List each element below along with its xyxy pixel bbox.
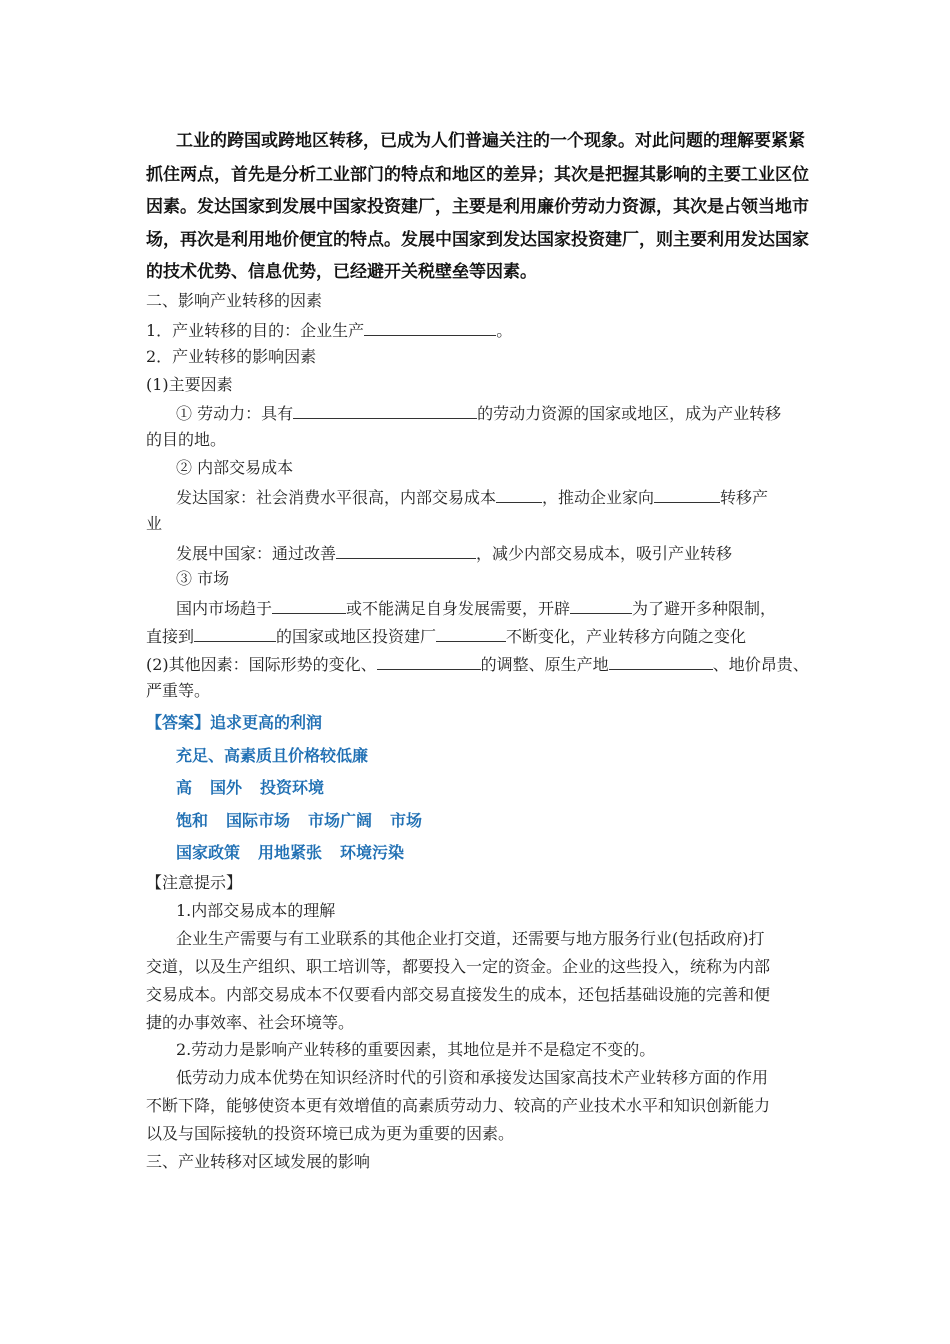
answer-item: 高	[176, 778, 193, 797]
labor-line-cont: 的目的地。	[146, 430, 227, 449]
tip2-heading: 2.劳动力是影响产业转移的重要因素，其地位是并不是稳定不变的。	[176, 1040, 656, 1059]
answer-row-2	[176, 778, 342, 798]
answer-item: 市场	[390, 811, 423, 830]
answer-blank	[377, 653, 481, 670]
market-heading: ③ 市场	[176, 569, 230, 588]
tip1-line-2: 交道，以及生产组织、职工培训等，都要投入一定的资金。企业的这些投入，统称为内部	[146, 957, 771, 976]
tip1-line-1: 企业生产需要与有工业联系的其他企业打交道，还需要与地方服务行业(包括政府)打	[176, 929, 765, 948]
developed-line-cont: 业	[146, 514, 163, 533]
intro-line-5: 的技术优势、信息优势，已经避开关税壁垒等因素。	[146, 262, 537, 282]
answer-item: 用地紧张	[258, 843, 323, 862]
tip1-line-3: 交易成本。内部交易成本不仅要看内部交易直接发生的成本，还包括基础设施的完善和便	[146, 985, 771, 1004]
main-factors-heading: (1)主要因素	[146, 375, 233, 394]
q1-end: 。	[496, 321, 513, 340]
market-line-1	[176, 597, 776, 619]
answer-item: 国家政策	[176, 843, 241, 862]
answer-blank	[194, 625, 276, 642]
market2-text-3: 不断变化，产业转移方向随之变化	[506, 627, 747, 646]
answer-row-1	[176, 746, 386, 766]
developing-line	[176, 542, 732, 564]
cost-heading: ② 内部交易成本	[176, 458, 294, 477]
answer-item: 国际市场	[226, 811, 291, 830]
answer-blank	[272, 597, 346, 614]
other-text: (2)其他因素：国际形势的变化、	[146, 655, 377, 674]
answer-item: 环境污染	[340, 843, 405, 862]
answer-item: 国外	[210, 778, 243, 797]
answer-label: 【答案】追求更高的利润	[146, 713, 323, 732]
developing-text: 发展中国家：通过改善	[176, 544, 337, 563]
section-heading-2: 二、影响产业转移的因素	[146, 291, 323, 310]
developing-text-2: ，减少内部交易成本，吸引产业转移	[476, 544, 733, 563]
answer-blank	[293, 402, 477, 419]
labor-text-2: 的劳动力资源的国家或地区，成为产业转移	[477, 404, 782, 423]
developed-text-3: 转移产	[720, 488, 769, 507]
answer-blank	[364, 319, 496, 336]
tip1-line-4: 捷的办事效率、社会环境等。	[146, 1013, 355, 1032]
developed-line	[176, 486, 768, 508]
section-heading-3: 三、产业转移对区域发展的影响	[146, 1152, 371, 1171]
intro-line-1: 工业的跨国或跨地区转移，已成为人们普遍关注的一个现象。对此问题的理解要紧紧	[176, 131, 805, 151]
market-line-2	[146, 625, 746, 647]
answer-item: 饱和	[176, 811, 209, 830]
developed-text-2: ，推动企业家向	[542, 488, 655, 507]
market-text-2: 或不能满足自身发展需要，开辟	[346, 599, 571, 618]
intro-line-3: 因素。发达国家到发展中国家投资建厂，主要是利用廉价劳动力资源，其次是占领当地市	[146, 197, 809, 217]
answer-item: 市场广阔	[308, 811, 373, 830]
answer-item: 投资环境	[260, 778, 325, 797]
market2-text-2: 的国家或地区投资建厂	[276, 627, 437, 646]
answer-item: 充足、高素质且价格较低廉	[176, 746, 369, 765]
labor-line	[176, 402, 781, 424]
answer-row-3	[176, 811, 440, 831]
developed-text: 发达国家：社会消费水平很高，内部交易成本	[176, 488, 497, 507]
answer-blank	[436, 625, 506, 642]
question-1	[146, 319, 512, 341]
labor-text: ① 劳动力：具有	[176, 404, 294, 423]
answer-blank	[570, 597, 632, 614]
market2-text: 直接到	[146, 627, 195, 646]
market-text: 国内市场趋于	[176, 599, 273, 618]
answer-row-4	[176, 843, 422, 863]
other-factors-line	[146, 653, 809, 675]
tip2-line-2: 不断下降，能够使资本更有效增值的高素质劳动力、较高的产业技术水平和知识创新能力	[146, 1096, 771, 1115]
answer-blank	[336, 542, 476, 559]
other-text-2: 的调整、原生产地	[480, 655, 609, 674]
market-text-3: 为了避开多种限制，	[632, 599, 777, 618]
other-factors-cont: 严重等。	[146, 681, 211, 700]
q1-text: 1．产业转移的目的：企业生产	[146, 321, 365, 340]
question-2: 2．产业转移的影响因素	[146, 347, 317, 366]
answer-blank	[609, 653, 713, 670]
intro-line-4: 场，再次是利用地价便宜的特点。发展中国家到发达国家投资建厂，则主要利用发达国家	[146, 230, 809, 250]
tip2-line-1: 低劳动力成本优势在知识经济时代的引资和承接发达国家高技术产业转移方面的作用	[176, 1068, 769, 1087]
tip1-heading: 1.内部交易成本的理解	[176, 901, 336, 920]
answer-blank	[654, 486, 720, 503]
tips-heading: 【注意提示】	[146, 873, 243, 892]
intro-line-2: 抓住两点，首先是分析工业部门的特点和地区的差异；其次是把握其影响的主要工业区位	[146, 165, 809, 185]
tip2-line-3: 以及与国际接轨的投资环境已成为更为重要的因素。	[146, 1124, 515, 1143]
other-text-3: 、地价昂贵、	[712, 655, 809, 674]
answer-blank	[496, 486, 542, 503]
